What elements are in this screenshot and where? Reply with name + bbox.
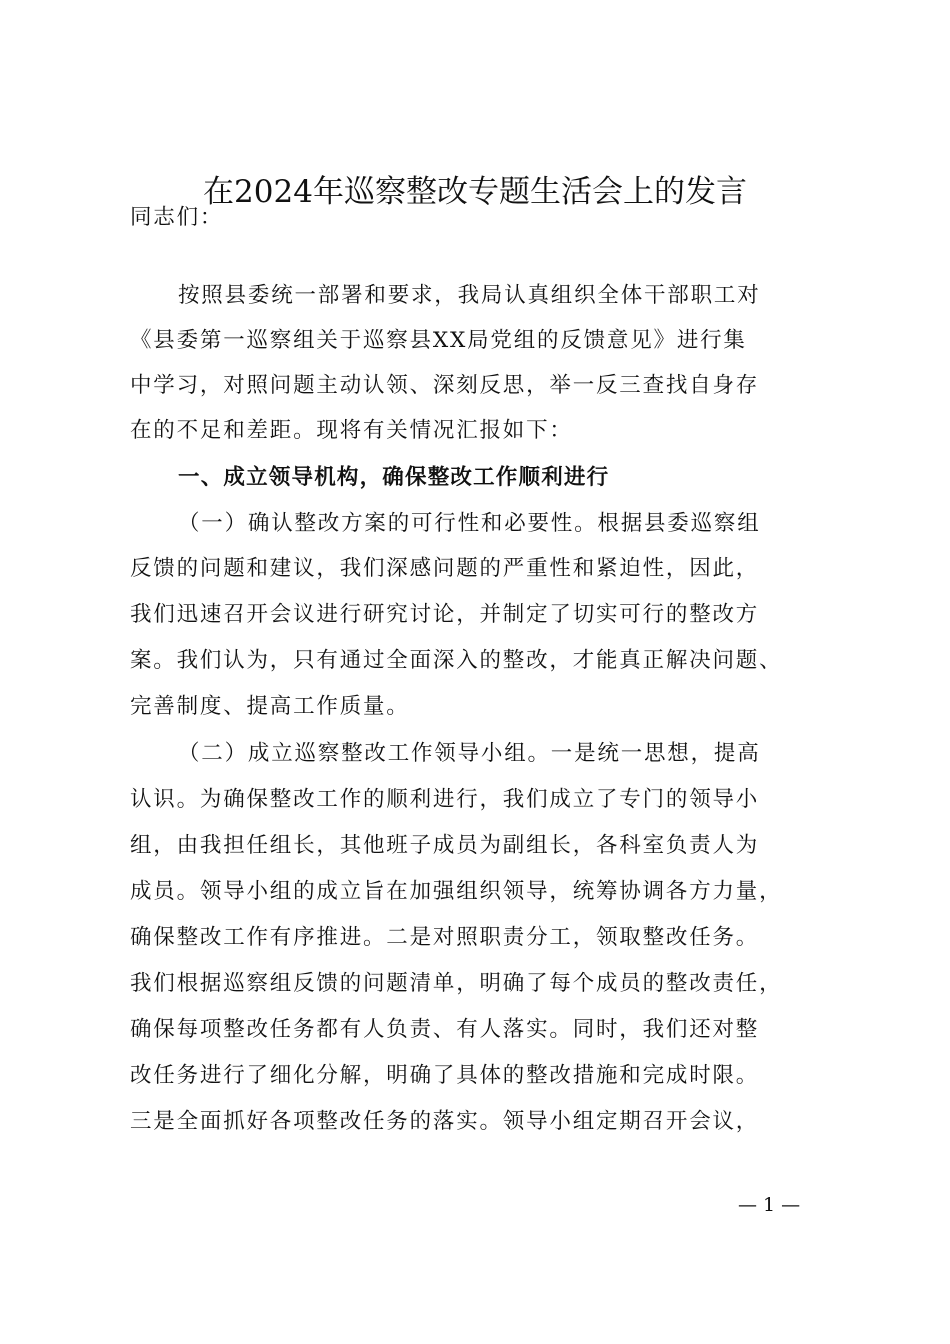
subsection-2-line: 确保整改工作有序推进。二是对照职责分工，领取整改任务。 bbox=[130, 925, 760, 950]
subsection-2-line: 认识。为确保整改工作的顺利进行，我们成立了专门的领导小 bbox=[130, 787, 760, 812]
salutation: 同志们： bbox=[130, 205, 224, 230]
subsection-1-line: 完善制度、提高工作质量。 bbox=[130, 694, 410, 719]
intro-line: 《县委第一巡察组关于巡察县XX局党组的反馈意见》进行集 bbox=[130, 328, 747, 353]
intro-line: 中学习，对照问题主动认领、深刻反思，举一反三查找自身存 bbox=[130, 373, 760, 398]
document-title: 在2024年巡察整改专题生活会上的发言 bbox=[203, 174, 747, 210]
page-number: — 1 — bbox=[738, 1194, 801, 1216]
subsection-2-line: 改任务进行了细化分解，明确了具体的整改措施和完成时限。 bbox=[130, 1063, 760, 1088]
subsection-1-line: 案。我们认为，只有通过全面深入的整改，才能真正解决问题、 bbox=[130, 648, 783, 673]
subsection-2-line: （二）成立巡察整改工作领导小组。一是统一思想，提高 bbox=[178, 741, 761, 766]
subsection-2-line: 我们根据巡察组反馈的问题清单，明确了每个成员的整改责任， bbox=[130, 971, 783, 996]
subsection-2-line: 确保每项整改任务都有人负责、有人落实。同时，我们还对整 bbox=[130, 1017, 760, 1042]
subsection-1-line: （一）确认整改方案的可行性和必要性。根据县委巡察组 bbox=[178, 511, 761, 536]
subsection-1-line: 我们迅速召开会议进行研究讨论，并制定了切实可行的整改方 bbox=[130, 602, 760, 627]
section-heading: 一、成立领导机构，确保整改工作顺利进行 bbox=[178, 465, 610, 490]
subsection-1-line: 反馈的问题和建议，我们深感问题的严重性和紧迫性，因此， bbox=[130, 556, 760, 581]
subsection-2-line: 三是全面抓好各项整改任务的落实。领导小组定期召开会议， bbox=[130, 1109, 760, 1134]
intro-line: 在的不足和差距。现将有关情况汇报如下： bbox=[130, 418, 573, 443]
subsection-2-line: 组，由我担任组长，其他班子成员为副组长，各科室负责人为 bbox=[130, 833, 760, 858]
intro-line: 按照县委统一部署和要求，我局认真组织全体干部职工对 bbox=[178, 283, 761, 308]
subsection-2-line: 成员。领导小组的成立旨在加强组织领导，统筹协调各方力量， bbox=[130, 879, 783, 904]
